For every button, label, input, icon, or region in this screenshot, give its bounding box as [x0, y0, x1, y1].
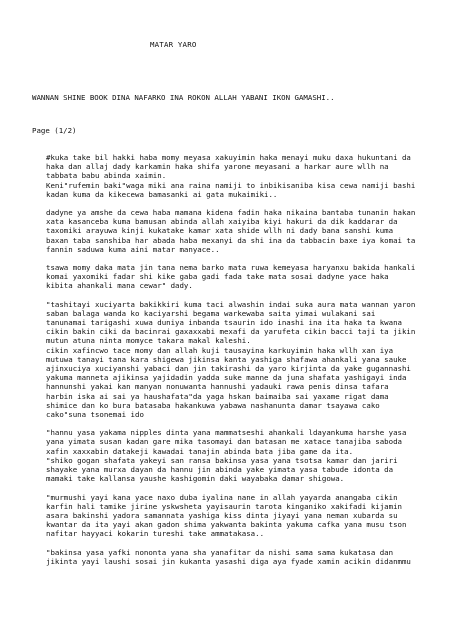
page-number: Page (1/2)	[32, 126, 77, 135]
story-paragraph: dadyne ya amshe da cewa haba mamana kidena fadin haka nikaina bantaba tunanin hakan xata kasanceba kuma bamusan abinda allah xaiyiba kiyi hakuri da dik kaddarar da taxomiki arayuwa kinji kukatake kamar xata shide wllh ni dady bana sanshi kuma baxan taba sanshiba har abada haba mexanyi da shi ina da tabbacin baxe iya komai ta fannin saduwa kuma aini matar manyace..	[46, 208, 416, 254]
document-title: MATAR YARO	[150, 40, 197, 49]
story-body	[46, 153, 472, 575]
story-paragraph: "tashitayi xuciyarta bakikkiri kuma taci alwashin indai suka aura mata wannan yaron saban balaga wanda ko kaciyarshi begama warkewaba saita yimai wulakani sai tanunamai tarigashi xuwa duniya inbanda tsaurin ido inashi ina ita haka ta kwana cikin bakin ciki da bacinrai gaxaxxabi mexafi da yarufeta cikin bacci taji ta jikin mutun atuna ninta momyce takara makal kaleshi. cikin xafincwo tace momy dan allah kuji tausayina karkuyimin haka wllh xan iya mutuwa tanayi tana kara shigewa jikinsa kanta yashiga shafawa ahankali yana sauke ajinxuciya xuciyanshi yabaci dan jin takirashi da yaro kirjinta da yake gugannashi yakuma manneta ajikinsa yajidadin yadda suke manne da juna shafata yashigayi inda hannunshi yakai kan manyan nonuwanta hannushi yadauki rawa penis dinsa tafara harbin iska ai sai ya haushafata"da yaga hskan baimaiba sai yaxame rigat dama shimice dan ko bura batasaba hakankuwa yabawa nashanunta damar tsayawa cako cako"suna tsonemai ido	[46, 299, 416, 420]
story-paragraph: "murmushi yayi kana yace naxo duba iyalina nane in allah yayarda anangaba cikin karfin hali tamike jirine yskwsheta yayisaurin tarota kinganiko xakifadi kijamin asara bakinshi yadora samannata yashiga kiss dinta jiyayi yana neman xubarda su kwantar da ita yayi akan gadon shima yakwanta bakinta yakuma cafka yana musu tson nafitar hayyaci kokarin tureshi take ammatakasa..	[46, 492, 407, 539]
story-paragraph: tsawa momy daka mata jin tana nema barko mata ruwa kemeyasa haryanxu bakida hankali komai yaxomiki fadar shi kike gaba gadi fada take mata sosai dadyne yace haka kibita ahankali mana cewar" dady.	[46, 263, 416, 291]
story-paragraph: #kuka take bil hakki haba momy meyasa xakuyimin haka menayi muku daxa hukuntani da haka dan allaj dady karkamin haka shifa yarone meyasani a harkar aure wllh na tabbata babu abinda xaimin. Keni"rufemin baki"waga miki ana raina namiji to inbikisaniba kisa cewa namiji bashi kadan kuma da kikecewa bamasanki ai gata mukaimiki..	[46, 153, 416, 199]
story-paragraph: "bakinsa yasa yafki nononta yana sha yanafitar da nishi sama sama kukatasa dan jikinta yayi laushi sosai jin kukanta yasashi diga aya fyade xamin acikin didanmmu	[46, 547, 411, 566]
dedication-line: WANNAN SHINE BOOK DINA NAFARKO INA ROKON ALLAH YABANI IKON GAMASHI..	[32, 93, 335, 102]
story-paragraph: "hannu yasa yakama nipples dinta yana mammatseshi ahankali ldayankuma harshe yasa yana yimata susan kadan gare mika tasomayi dan batasan me xatace tanajiba saboda xafin xaxxabin datakeji kawadai tanajin abinda bata jiba game da ita. "shiko gogan shafata yakeyi san ransa bakinsa yasa yana tsotsa kamar dan jariri shayake yana murxa dayan da hannu jin abinda yake yimata yasa tabude idonta da mamaki take kallansa yaushe kashigomin daki wayabaka damar shigowa.	[46, 428, 407, 484]
